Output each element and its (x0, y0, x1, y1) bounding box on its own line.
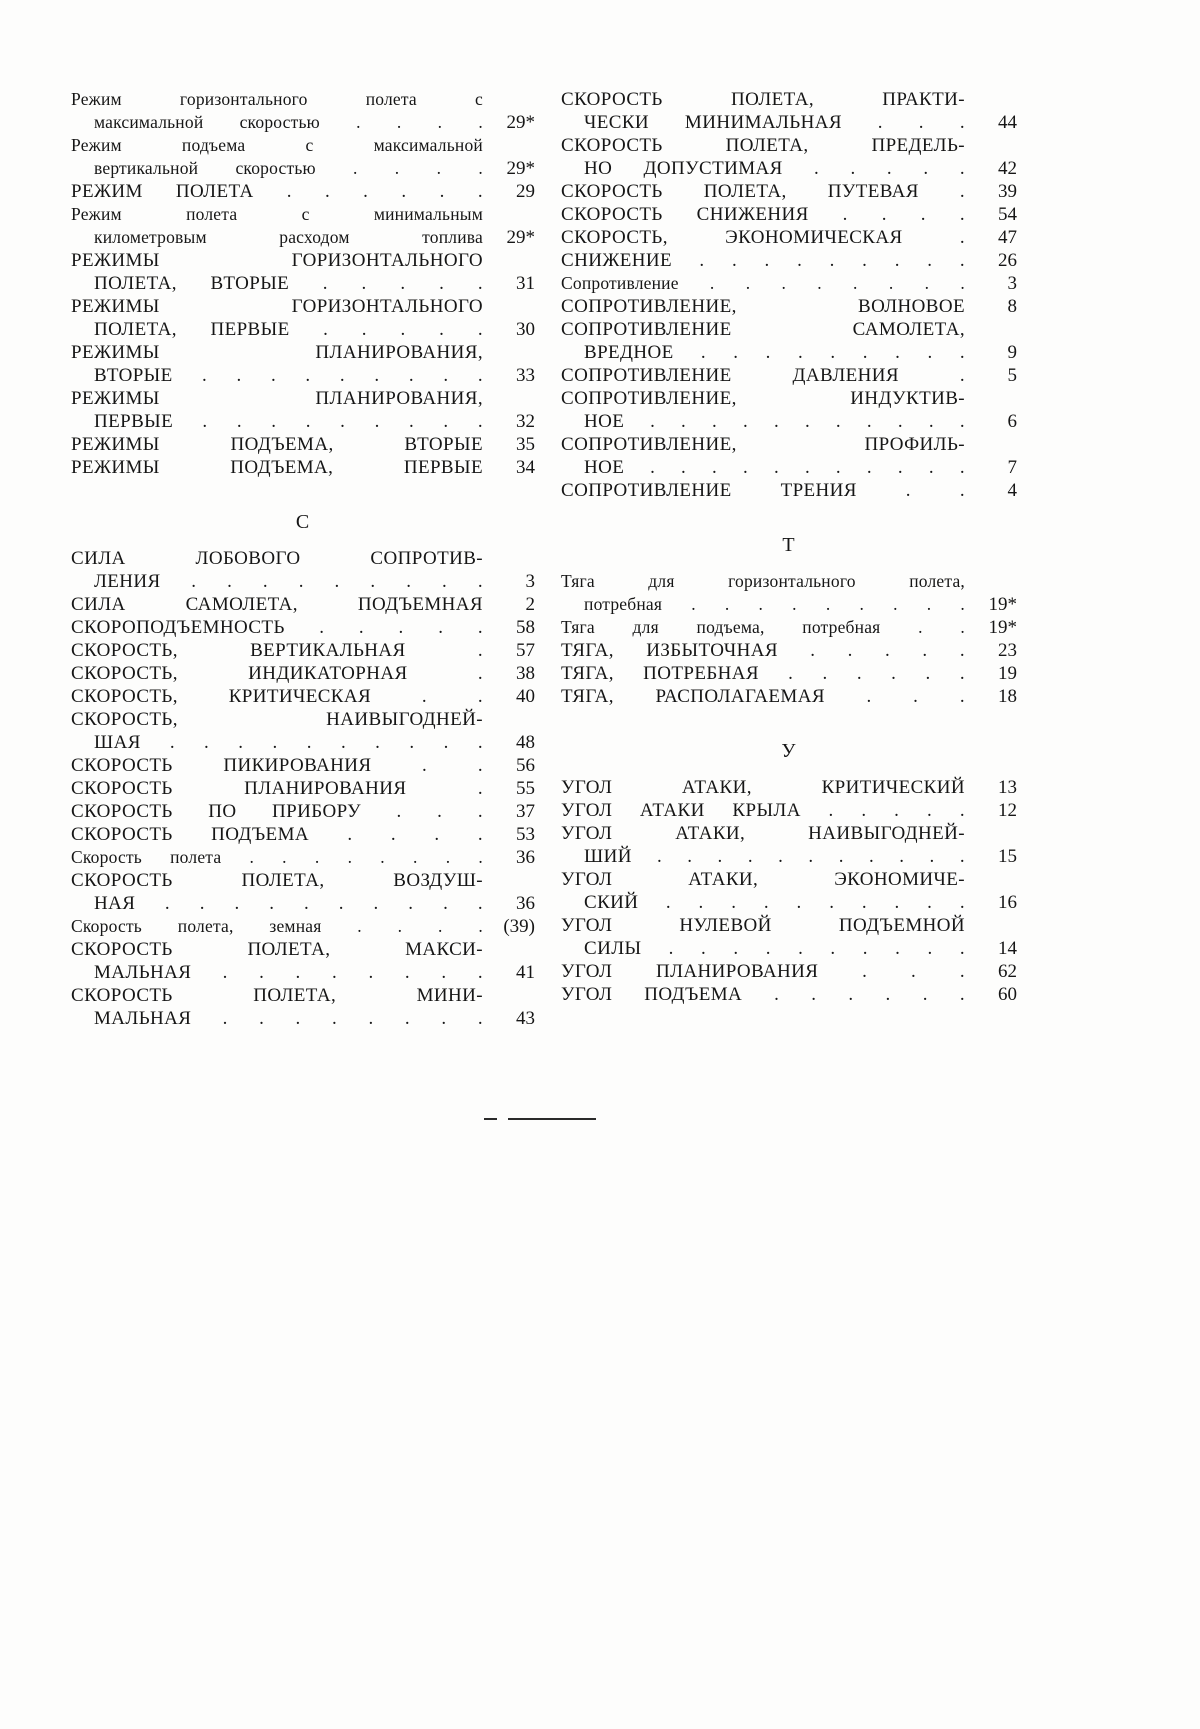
entry-page-number: 29* (506, 227, 535, 248)
index-entry (561, 203, 1017, 226)
index-entry (71, 180, 535, 203)
index-entry (561, 868, 1017, 914)
entry-term (71, 295, 535, 341)
entry-term-line: СКОРОСТЬ, ЭКОНОМИЧЕСКАЯ . (561, 227, 965, 248)
entry-term-line: СКОРОСТЬ ПОЛЕТА, ПУТЕВАЯ . (561, 181, 965, 202)
entry-page-number: 12 (998, 800, 1017, 821)
entry-term (561, 960, 1017, 983)
index-entry (561, 822, 1017, 868)
entry-page-number: 56 (516, 755, 535, 776)
entry-page-number: 19 (998, 663, 1017, 684)
index-entry (561, 914, 1017, 960)
entry-term-line: СИЛЫ . . . . . . . . . . (584, 938, 965, 959)
entry-term (561, 249, 1017, 272)
entry-term (561, 318, 1017, 364)
entry-term (561, 180, 1017, 203)
entry-page-number: 55 (516, 778, 535, 799)
index-entry (561, 180, 1017, 203)
entry-term (71, 88, 535, 134)
entry-term-line: СКОРОСТЬ, ВЕРТИКАЛЬНАЯ . (71, 640, 483, 661)
entry-term (561, 685, 1017, 708)
index-entry (561, 433, 1017, 479)
entry-term (561, 662, 1017, 685)
entry-term (561, 616, 1017, 639)
entry-page-number: 19* (988, 594, 1017, 615)
entry-term-line: Сопротивление . . . . . . . . (561, 273, 965, 293)
entry-term-line: СОПРОТИВЛЕНИЕ ДАВЛЕНИЯ . (561, 365, 965, 386)
section-letter-header: Т (782, 534, 796, 556)
index-entry (561, 799, 1017, 822)
entry-term-line: СНИЖЕНИЕ . . . . . . . . . (561, 250, 965, 271)
entry-term-line: ТЯГА, ПОТРЕБНАЯ . . . . . . (561, 663, 965, 684)
entry-term (561, 433, 1017, 479)
entry-page-number: 15 (998, 846, 1017, 867)
entry-term-line: УГОЛ АТАКИ КРЫЛА . . . . . (561, 800, 965, 821)
index-entry (561, 662, 1017, 685)
entry-page-number: 39 (998, 181, 1017, 202)
entry-page-number: 8 (1007, 296, 1017, 317)
index-entry (71, 915, 535, 938)
entry-term (71, 616, 535, 639)
entry-term-line: ТЯГА, ИЗБЫТОЧНАЯ . . . . . (561, 640, 965, 661)
entry-page-number: 44 (998, 112, 1017, 133)
entry-page-number: 16 (998, 892, 1017, 913)
entry-term (71, 547, 535, 593)
entry-term (561, 134, 1017, 180)
index-columns (71, 88, 1017, 1030)
entry-term-line: СКОРОСТЬ ПОЛЕТА, МИНИ- (71, 985, 483, 1006)
entry-page-number: 26 (998, 250, 1017, 271)
entry-term-line: Скорость полета, земная . . . . (71, 916, 483, 936)
entry-term-line: УГОЛ ПОДЪЕМА . . . . . . (561, 984, 965, 1005)
index-entry (71, 134, 535, 180)
entry-page-number: 34 (516, 457, 535, 478)
entry-term-line: РЕЖИМЫ ПЛАНИРОВАНИЯ, (71, 342, 483, 363)
entry-term-line: СКОРОСТЬ ПОЛЕТА, ПРАКТИ- (561, 89, 965, 110)
entry-term (71, 662, 535, 685)
entry-page-number: 29* (506, 158, 535, 179)
entry-term-line: ВТОРЫЕ . . . . . . . . . (94, 365, 483, 386)
entry-term-line: СКОРОСТЬ ПОЛЕТА, МАКСИ- (71, 939, 483, 960)
entry-term-line: НОЕ . . . . . . . . . . . (584, 411, 965, 432)
entry-page-number: 23 (998, 640, 1017, 661)
index-entry (561, 479, 1017, 502)
entry-page-number: 9 (1007, 342, 1017, 363)
index-entry (561, 318, 1017, 364)
entry-page-number: 29 (516, 181, 535, 202)
entry-term (561, 570, 1017, 616)
index-entry (71, 984, 535, 1030)
entry-term (561, 799, 1017, 822)
entry-term (561, 914, 1017, 960)
entry-term-line: СИЛА САМОЛЕТА, ПОДЪЕМНАЯ (71, 594, 483, 615)
entry-page-number: 18 (998, 686, 1017, 707)
entry-page-number: 3 (525, 571, 535, 592)
entry-term-line: УГОЛ АТАКИ, ЭКОНОМИЧЕ- (561, 869, 965, 890)
index-entry (561, 639, 1017, 662)
entry-term (71, 938, 535, 984)
index-entry (71, 639, 535, 662)
entry-term-line: СИЛА ЛОБОВОГО СОПРОТИВ- (71, 548, 483, 569)
index-entry (71, 295, 535, 341)
entry-page-number: 54 (998, 204, 1017, 225)
index-column-right (561, 88, 1017, 1030)
entry-term (71, 777, 535, 800)
entry-term-line: УГОЛ АТАКИ, НАИВЫГОДНЕЙ- (561, 823, 965, 844)
index-entry (561, 776, 1017, 799)
entry-page-number: 2 (525, 594, 535, 615)
index-entry (71, 869, 535, 915)
entry-term-line: СКОРОСТЬ ПОЛЕТА, ПРЕДЕЛЬ- (561, 135, 965, 156)
entry-term-line: Режим полета с минимальным (71, 204, 483, 224)
entry-page-number: 62 (998, 961, 1017, 982)
entry-term (561, 983, 1017, 1006)
entry-page-number: 19* (988, 617, 1017, 638)
entry-term-line: СКОРОПОДЪЕМНОСТЬ . . . . . (71, 617, 483, 638)
entry-term-line: ЛЕНИЯ . . . . . . . . . (94, 571, 483, 592)
entry-term (561, 226, 1017, 249)
entry-page-number: 35 (516, 434, 535, 455)
entry-term (561, 776, 1017, 799)
entry-page-number: 47 (998, 227, 1017, 248)
entry-term-line: ЧЕСКИ МИНИМАЛЬНАЯ . . . (584, 112, 965, 133)
entry-term-line: УГОЛ АТАКИ, КРИТИЧЕСКИЙ (561, 777, 965, 798)
entry-page-number: 30 (516, 319, 535, 340)
index-entry (71, 846, 535, 869)
entry-term (561, 387, 1017, 433)
entry-term (561, 203, 1017, 226)
index-entry (71, 754, 535, 777)
index-entry (561, 226, 1017, 249)
entry-term (71, 754, 535, 777)
index-entry (71, 593, 535, 616)
index-entry (561, 249, 1017, 272)
entry-term-line: СКОРОСТЬ СНИЖЕНИЯ . . . . (561, 204, 965, 225)
entry-term-line: СОПРОТИВЛЕНИЕ САМОЛЕТА, (561, 319, 965, 340)
entry-term (71, 915, 535, 938)
entry-term (71, 708, 535, 754)
index-entry (561, 685, 1017, 708)
entry-term-line: СОПРОТИВЛЕНИЕ ТРЕНИЯ . . (561, 480, 965, 501)
entry-page-number: 36 (516, 847, 535, 868)
index-entry (71, 662, 535, 685)
entry-term (71, 846, 535, 869)
index-entry (561, 272, 1017, 295)
entry-page-number: 58 (516, 617, 535, 638)
entry-term (71, 433, 535, 456)
entry-page-number: 60 (998, 984, 1017, 1005)
index-entry (71, 88, 535, 134)
rule-line (508, 1118, 596, 1120)
entry-term-line: ШИЙ . . . . . . . . . . . (584, 846, 965, 867)
entry-term-line: РЕЖИМЫ ПОДЪЕМА, ПЕРВЫЕ (71, 457, 483, 478)
index-entry (71, 777, 535, 800)
index-entry (561, 364, 1017, 387)
entry-term (71, 593, 535, 616)
entry-term-line: ПЕРВЫЕ . . . . . . . . . (94, 411, 483, 432)
entry-term-line: МАЛЬНАЯ . . . . . . . . (94, 962, 483, 983)
entry-term-line: МАЛЬНАЯ . . . . . . . . (94, 1008, 483, 1029)
entry-term-line: РЕЖИМЫ ГОРИЗОНТАЛЬНОГО (71, 296, 483, 317)
entry-page-number: 57 (516, 640, 535, 661)
index-entry (561, 295, 1017, 318)
entry-term-line: вертикальной скоростью . . . . (94, 158, 483, 178)
index-entry (71, 800, 535, 823)
entry-term (71, 456, 535, 479)
index-entry (71, 616, 535, 639)
index-entry (71, 203, 535, 249)
entry-page-number: 32 (516, 411, 535, 432)
entry-term (561, 479, 1017, 502)
entry-page-number: 5 (1007, 365, 1017, 386)
entry-term-line: ТЯГА, РАСПОЛАГАЕМАЯ . . . (561, 686, 965, 707)
entry-term (71, 984, 535, 1030)
entry-term-line: СКОРОСТЬ ПОЛЕТА, ВОЗДУШ- (71, 870, 483, 891)
entry-term (561, 88, 1017, 134)
index-entry (71, 456, 535, 479)
entry-term-line: НАЯ . . . . . . . . . . (94, 893, 483, 914)
entry-page-number: (39) (503, 916, 535, 937)
entry-page-number: 7 (1007, 457, 1017, 478)
entry-page-number: 31 (516, 273, 535, 294)
entry-term (71, 249, 535, 295)
index-entry (71, 547, 535, 593)
entry-term (561, 639, 1017, 662)
entry-term (71, 180, 535, 203)
index-entry (561, 134, 1017, 180)
entry-page-number: 42 (998, 158, 1017, 179)
entry-term-line: потребная . . . . . . . . . (584, 594, 965, 614)
index-entry (561, 960, 1017, 983)
index-entry (561, 983, 1017, 1006)
entry-term-line: СКОРОСТЬ ПЛАНИРОВАНИЯ . (71, 778, 483, 799)
entry-term-line: РЕЖИМЫ ГОРИЗОНТАЛЬНОГО (71, 250, 483, 271)
entry-page-number: 41 (516, 962, 535, 983)
index-entry (71, 249, 535, 295)
entry-term-line: СКИЙ . . . . . . . . . . (584, 892, 965, 913)
entry-page-number: 38 (516, 663, 535, 684)
entry-term-line: СКОРОСТЬ ПИКИРОВАНИЯ . . (71, 755, 483, 776)
entry-term-line: СКОРОСТЬ, КРИТИЧЕСКАЯ . . (71, 686, 483, 707)
entry-term-line: НОЕ . . . . . . . . . . . (584, 457, 965, 478)
entry-term-line: Режим горизонтального полета с (71, 89, 483, 109)
entry-term-line: максимальной скоростью . . . . (94, 112, 483, 132)
index-entry (561, 387, 1017, 433)
entry-term (561, 868, 1017, 914)
index-entry (71, 341, 535, 387)
index-entry (71, 938, 535, 984)
entry-page-number: 40 (516, 686, 535, 707)
entry-page-number: 53 (516, 824, 535, 845)
entry-term (71, 387, 535, 433)
entry-term-line: Режим подъема с максимальной (71, 135, 483, 155)
entry-page-number: 29* (506, 112, 535, 133)
entry-term (71, 639, 535, 662)
entry-term (71, 685, 535, 708)
entry-term-line: УГОЛ НУЛЕВОЙ ПОДЪЕМНОЙ (561, 915, 965, 936)
entry-term-line: ВРЕДНОЕ . . . . . . . . . (584, 342, 965, 363)
entry-term-line: СОПРОТИВЛЕНИЕ, ВОЛНОВОЕ (561, 296, 965, 317)
entry-term-line: НО ДОПУСТИМАЯ . . . . . (584, 158, 965, 179)
index-entry (71, 433, 535, 456)
entry-term-line: ПОЛЕТА, ПЕРВЫЕ . . . . . (94, 319, 483, 340)
index-entry (71, 685, 535, 708)
index-entry (71, 708, 535, 754)
entry-term-line: Скорость полета . . . . . . . . (71, 847, 483, 867)
entry-page-number: 13 (998, 777, 1017, 798)
entry-term (561, 295, 1017, 318)
entry-term-line: километровым расходом топлива (94, 227, 483, 247)
entry-term (561, 822, 1017, 868)
entry-term-line: РЕЖИМ ПОЛЕТА . . . . . . (71, 181, 483, 202)
entry-term-line: ПОЛЕТА, ВТОРЫЕ . . . . . (94, 273, 483, 294)
entry-page-number: 48 (516, 732, 535, 753)
entry-page-number: 3 (1007, 273, 1017, 294)
entry-term-line: СКОРОСТЬ, ИНДИКАТОРНАЯ . (71, 663, 483, 684)
entry-term-line: СКОРОСТЬ ПО ПРИБОРУ . . . (71, 801, 483, 822)
entry-term-line: Тяга для горизонтального полета, (561, 571, 965, 591)
index-entry (71, 387, 535, 433)
index-entry (71, 823, 535, 846)
entry-page-number: 37 (516, 801, 535, 822)
index-column-left (71, 88, 535, 1030)
entry-term-line: СКОРОСТЬ, НАИВЫГОДНЕЙ- (71, 709, 483, 730)
entry-term-line: СОПРОТИВЛЕНИЕ, ИНДУКТИВ- (561, 388, 965, 409)
entry-term (71, 869, 535, 915)
index-entry (561, 616, 1017, 639)
entry-page-number: 36 (516, 893, 535, 914)
entry-term-line: Тяга для подъема, потребная . . (561, 617, 965, 637)
section-letter-header: С (295, 511, 311, 533)
entry-term (71, 134, 535, 180)
end-of-index-rule (484, 1118, 596, 1120)
entry-term-line: СОПРОТИВЛЕНИЕ, ПРОФИЛЬ- (561, 434, 965, 455)
entry-term-line: УГОЛ ПЛАНИРОВАНИЯ . . . (561, 961, 965, 982)
entry-term (71, 800, 535, 823)
index-entry (561, 570, 1017, 616)
entry-page-number: 6 (1007, 411, 1017, 432)
rule-dash (484, 1118, 497, 1120)
entry-page-number: 33 (516, 365, 535, 386)
entry-term-line: РЕЖИМЫ ПОДЪЕМА, ВТОРЫЕ (71, 434, 483, 455)
entry-term (71, 341, 535, 387)
entry-term (561, 272, 1017, 295)
entry-term-line: РЕЖИМЫ ПЛАНИРОВАНИЯ, (71, 388, 483, 409)
entry-page-number: 43 (516, 1008, 535, 1029)
entry-page-number: 14 (998, 938, 1017, 959)
index-entry (561, 88, 1017, 134)
entry-term-line: ШАЯ . . . . . . . . . . (94, 732, 483, 753)
entry-page-number: 4 (1007, 480, 1017, 501)
entry-term (71, 823, 535, 846)
entry-term (71, 203, 535, 249)
entry-term-line: СКОРОСТЬ ПОДЪЕМА . . . . (71, 824, 483, 845)
entry-term (561, 364, 1017, 387)
section-letter-header: У (781, 740, 797, 762)
